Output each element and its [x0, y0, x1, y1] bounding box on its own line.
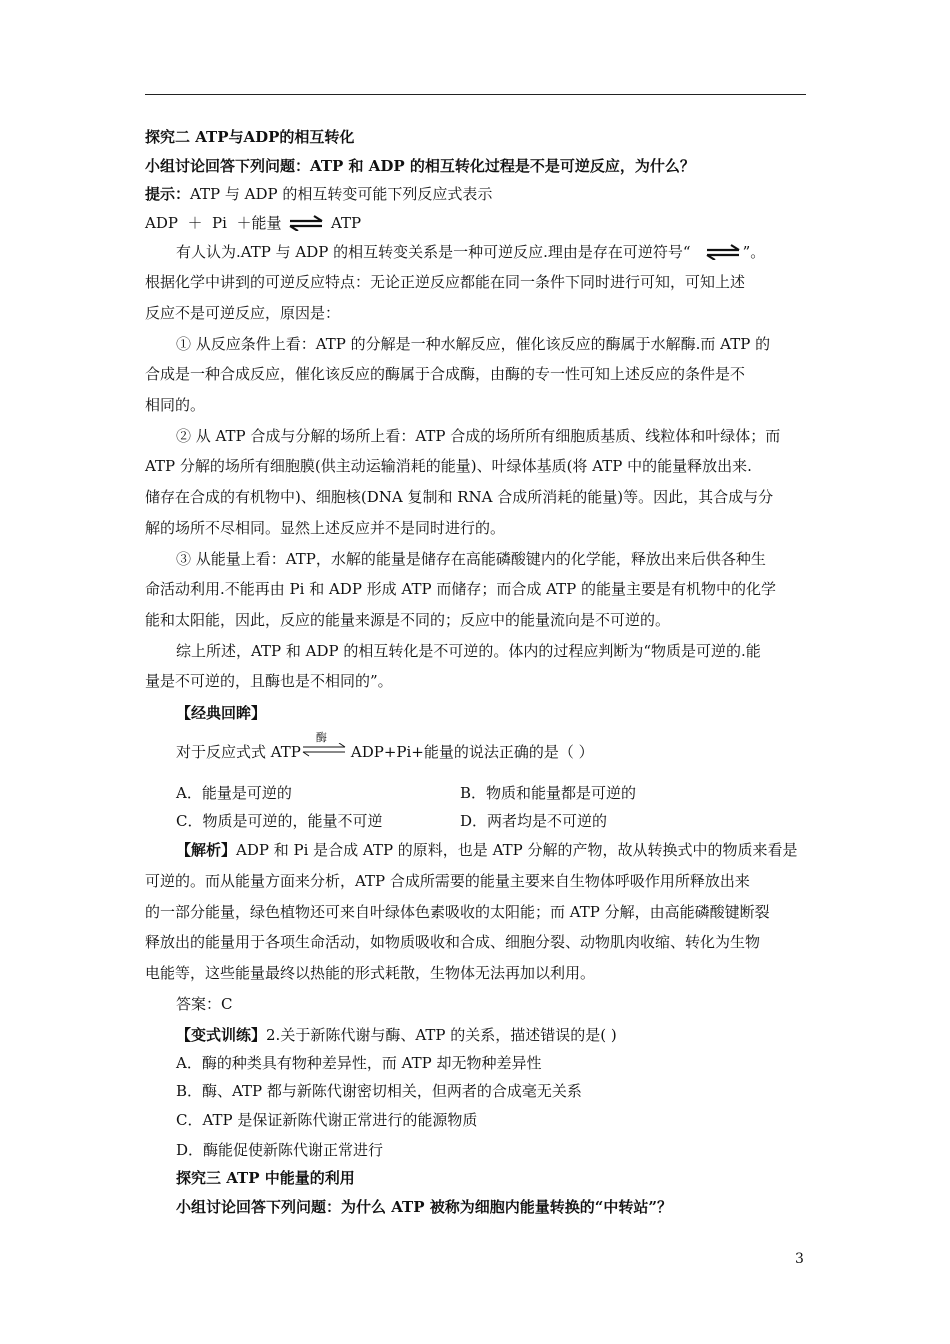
classic-answer: 答案：C — [176, 995, 233, 1013]
page-number: 3 — [795, 1251, 804, 1267]
point3-line2: 命活动利用.不能再由 Pi 和 ADP 形成 ATP 而储存；而合成 ATP 的能量主要是有机物中的化学 — [145, 580, 776, 598]
enzyme-label: 酶 — [315, 731, 327, 744]
point3-line3: 能和太阳能，因此，反应的能量来源是不同的；反应中的能量流向是不可逆的。 — [145, 611, 671, 629]
hint-label: 提示： — [145, 185, 191, 203]
variant-option-d: D．酶能促使新陈代谢正常进行 — [176, 1141, 384, 1159]
summary-line2: 量是不可逆的，且酶也是不相同的”。 — [145, 672, 393, 690]
point2-line3: 储存在合成的有机物中)、细胞核(DNA 复制和 RNA 合成所消耗的能量)等。因此，其合成与分 — [145, 488, 774, 506]
section3-question: 小组讨论回答下列问题：为什么 ATP 被称为细胞内能量转换的“中转站”？ — [176, 1198, 672, 1216]
analysis-line3: 的一部分能量，绿色植物还可来自叶绿体色素吸收的太阳能；而 ATP 分解，由高能磷酸键断裂 — [145, 903, 770, 921]
classic-q-left: 对于反应式式 ATP — [176, 743, 301, 761]
point1-line2: 合成是一种合成反应，催化该反应的酶属于合成酶，由酶的专一性可知上述反应的条件是不 — [145, 365, 746, 383]
equation-left: ADP ＋ Pi ＋能量 — [145, 214, 282, 232]
summary-line1: 综上所述，ATP 和 ADP 的相互转化是不可逆的。体内的过程应判断为“物质是可逆的.能 — [176, 642, 761, 660]
point3-line1: ③ 从能量上看：ATP，水解的能量是储存在高能磷酸键内的化学能，释放出来后供各种生 — [176, 550, 766, 568]
analysis-line2: 可逆的。而从能量方面来分析，ATP 合成所需要的能量主要来自生物体呼吸作用所释放出来 — [145, 872, 750, 890]
classic-q-right: ADP+Pi+能量的说法正确的是（ ） — [350, 743, 594, 761]
variant-question-line — [176, 1025, 617, 1045]
classic-option-b: B．物质和能量都是可逆的 — [460, 784, 637, 802]
reversible-symbol-icon — [703, 244, 743, 260]
para1-line1 — [176, 242, 765, 262]
analysis-tag: 【解析】 — [176, 841, 237, 859]
enzyme-arrow — [301, 731, 347, 761]
variant-option-a: A．酶的种类具有物种差异性，而 ATP 却无物种差异性 — [176, 1054, 542, 1072]
analysis-line4: 释放出的能量用于各项生命活动，如物质吸收和合成、细胞分裂、动物肌肉收缩、转化为生物 — [145, 933, 761, 951]
variant-question: 2.关于新陈代谢与酶、ATP 的关系，描述错误的是( ) — [266, 1026, 617, 1044]
point2-line2: ATP 分解的场所有细胞膜(供主动运输消耗的能量)、叶绿体基质(将 ATP 中的能量释放出来. — [145, 457, 752, 475]
classic-option-d: D．两者均是不可逆的 — [460, 812, 608, 830]
reversible-enzyme-arrow-icon — [301, 743, 347, 757]
hint-text: ATP 与 ADP 的相互转变可能下列反应式表示 — [190, 185, 493, 203]
section3-title: 探究三 ATP 中能量的利用 — [176, 1169, 355, 1187]
point2-line1: ② 从 ATP 合成与分解的场所上看：ATP 合成的场所所有细胞质基质、线粒体和叶绿体；而 — [176, 427, 781, 445]
point1-line3: 相同的。 — [145, 396, 206, 414]
variant-option-b: B．酶、ATP 都与新陈代谢密切相关，但两者的合成毫无关系 — [176, 1082, 582, 1100]
hint-line — [145, 184, 492, 204]
reaction-equation — [145, 213, 361, 233]
section2-title: 探究二 ATP与ADP的相互转化 — [145, 128, 355, 146]
equation-right: ATP — [331, 214, 362, 232]
analysis-line5: 电能等，这些能量最终以热能的形式耗散，生物体无法再加以利用。 — [145, 964, 596, 982]
variant-option-c: C．ATP 是保证新陈代谢正常进行的能源物质 — [176, 1111, 478, 1129]
section2-question: 小组讨论回答下列问题：ATP 和 ADP 的相互转化过程是不是可逆反应，为什么？ — [145, 157, 695, 175]
reversible-arrow-icon — [286, 215, 326, 231]
classic-question — [176, 731, 594, 762]
para1-quote-close: ”。 — [742, 243, 766, 261]
classic-heading: 【经典回眸】 — [176, 704, 267, 722]
analysis-line1 — [176, 840, 797, 860]
header-rule — [145, 94, 806, 95]
analysis-text: ADP 和 Pi 是合成 ATP 的原料，也是 ATP 分解的产物，故从转换式中的物质来看是 — [236, 841, 798, 859]
para1-line2: 根据化学中讲到的可逆反应特点：无论正逆反应都能在同一条件下同时进行可知，可知上述 — [145, 273, 746, 291]
variant-tag: 【变式训练】 — [176, 1026, 267, 1044]
classic-option-a: A．能量是可逆的 — [176, 784, 292, 802]
para1-line3: 反应不是可逆反应，原因是： — [145, 304, 341, 322]
point2-line4: 解的场所不尽相同。显然上述反应并不是同时进行的。 — [145, 519, 506, 537]
classic-option-c: C．物质是可逆的，能量不可逆 — [176, 812, 383, 830]
point1-line1: ① 从反应条件上看：ATP 的分解是一种水解反应，催化该反应的酶属于水解酶.而 ATP 的 — [176, 335, 771, 353]
para1-text: 有人认为.ATP 与 ADP 的相互转变关系是一种可逆反应.理由是存在可逆符号“ — [176, 243, 691, 261]
